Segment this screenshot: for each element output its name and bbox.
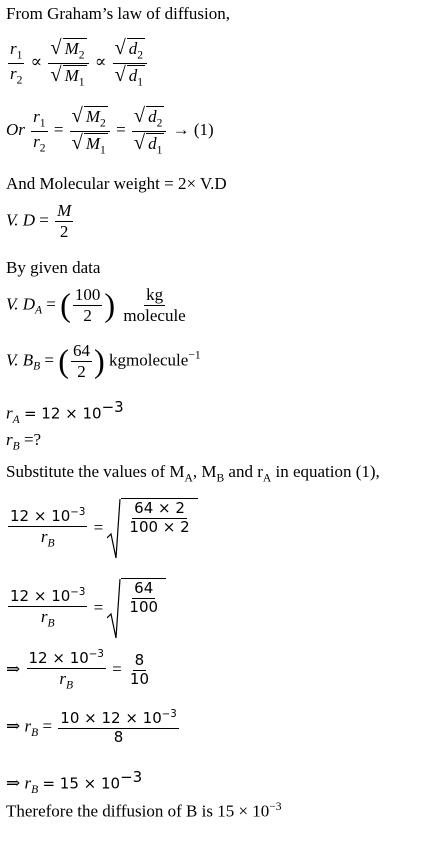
vd-a-line: V. $D_A$ = ( $\frac{100}{2}$ ) $\frac{kg}{\text{molecule}}$	[6, 285, 186, 325]
r-ratio: $\frac{r_1}{r_2}$	[10, 39, 23, 86]
vapour-density-formula: V. D = $\frac{M}{2}$	[6, 201, 72, 241]
substitution-step-4: ⇒ $r_B$ = $\frac{10 \times 12 \times 10^{-3}}{8}$	[6, 709, 177, 746]
radical-sign: $\frac{64 \times 2}{100 \times 2}$	[107, 498, 197, 560]
radical-sign-2: $\frac{64}{100}$	[107, 578, 166, 640]
intro-line: From Graham’s law of diffusion,	[6, 4, 230, 23]
propto-symbol: ∝	[30, 51, 43, 71]
conclusion-line: Therefore the diffusion of B is $15 \times 10^{-3}$	[6, 800, 282, 821]
substitution-step-3: ⇒ $\frac{12 \times 10^{-3}}{r_B}$ = $\frac{8}{10}$	[6, 649, 149, 692]
substitute-line: Substitute the values of $M_A$, $M_B$ and $r_A$ in equation (1),	[6, 462, 380, 485]
given-data-heading: By given data	[6, 258, 101, 277]
vd-b-line: V. $B_B$ = ( $\frac{64}{2}$ ) kgmolecule$^{-1}$	[6, 341, 201, 381]
mass-ratio: √ $M_2$ √ $M_1$	[48, 38, 88, 88]
substitution-step-2: $\frac{12 \times 10^{-3}}{r_B}$ = $\frac{64}{100}$	[6, 578, 166, 640]
density-ratio-eq: √ $d_2$ √ $d_1$	[132, 106, 166, 156]
ra-line: $r_A = 12 \times 10^{-3}$	[6, 398, 124, 427]
molecular-weight-line: And Molecular weight = 2× V.D	[6, 174, 227, 193]
mass-ratio-eq: √ $M_2$ √ $M_1$	[70, 106, 110, 156]
rb-line: $r_B$ =?	[6, 430, 42, 453]
r-ratio-eq: $\frac{r_1}{r_2}$	[33, 107, 46, 154]
substitution-step-1: $\frac{12 \times 10^{-3}}{r_B}$ = $\frac{64 \times 2}{100 \times 2}$	[6, 498, 198, 560]
propto-symbol-2: ∝	[94, 51, 107, 71]
grahams-law-proportion	[6, 38, 149, 88]
equation-ref: → (1)	[172, 119, 214, 139]
density-ratio: √ $d_2$ √ $d_1$	[113, 38, 147, 88]
result-line: ⇒ $r_B = 15 \times 10^{-3}$	[6, 768, 143, 797]
equation-1: Or $\frac{r_1}{r_2}$ = √ $M_2$ √ $M_1$ = √ $d_2$ √ $d_1$ → (1)	[6, 105, 214, 156]
